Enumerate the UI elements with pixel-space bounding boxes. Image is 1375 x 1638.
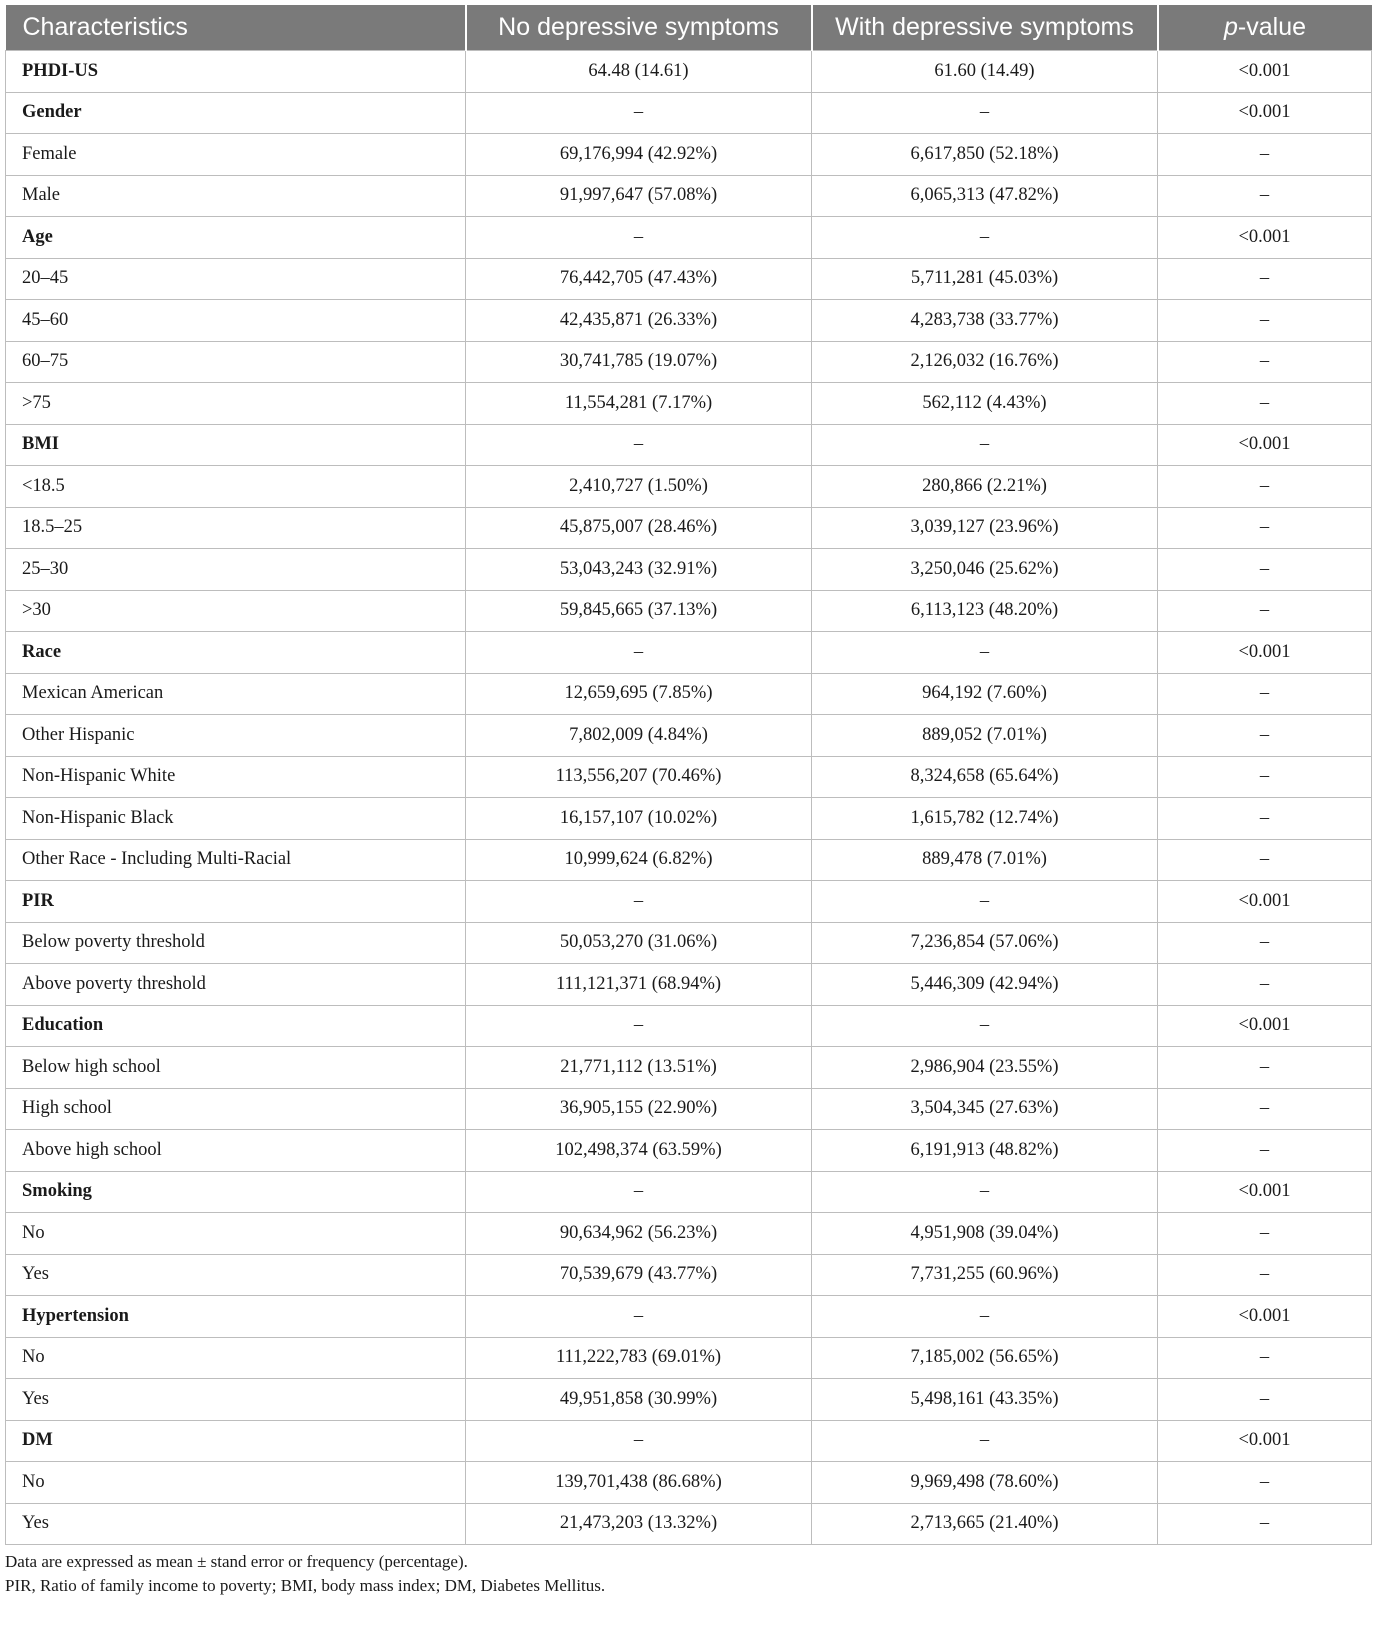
table-row <box>6 1420 1372 1462</box>
cell-no-depressive: 70,539,679 (43.77%) <box>466 1254 812 1296</box>
cell-with-depressive: 2,126,032 (16.76%) <box>812 341 1158 383</box>
table-row <box>6 1171 1372 1213</box>
row-label: Above high school <box>6 1130 466 1172</box>
cell-no-depressive: 49,951,858 (30.99%) <box>466 1379 812 1421</box>
table-row <box>6 715 1372 757</box>
table-row <box>6 134 1372 176</box>
cell-no-depressive: 21,771,112 (13.51%) <box>466 1047 812 1089</box>
row-label: No <box>6 1462 466 1504</box>
cell-no-depressive: – <box>466 1005 812 1047</box>
cell-p-value: – <box>1158 1337 1372 1379</box>
row-label: Non-Hispanic White <box>6 756 466 798</box>
cell-no-depressive: 45,875,007 (28.46%) <box>466 507 812 549</box>
row-label: 20–45 <box>6 258 466 300</box>
cell-p-value: – <box>1158 964 1372 1006</box>
row-label: No <box>6 1337 466 1379</box>
cell-with-depressive: – <box>812 1171 1158 1213</box>
row-label: Yes <box>6 1254 466 1296</box>
cell-with-depressive: – <box>812 881 1158 923</box>
cell-with-depressive: 964,192 (7.60%) <box>812 673 1158 715</box>
cell-no-depressive: 2,410,727 (1.50%) <box>466 466 812 508</box>
cell-no-depressive: 139,701,438 (86.68%) <box>466 1462 812 1504</box>
cell-no-depressive: 36,905,155 (22.90%) <box>466 1088 812 1130</box>
table-row <box>6 632 1372 674</box>
cell-no-depressive: – <box>466 1420 812 1462</box>
row-label: >30 <box>6 590 466 632</box>
cell-p-value: <0.001 <box>1158 424 1372 466</box>
cell-p-value: – <box>1158 756 1372 798</box>
cell-p-value: <0.001 <box>1158 1420 1372 1462</box>
row-label: Male <box>6 175 466 217</box>
cell-with-depressive: 6,113,123 (48.20%) <box>812 590 1158 632</box>
table-row <box>6 549 1372 591</box>
row-label: Mexican American <box>6 673 466 715</box>
table-row <box>6 300 1372 342</box>
cell-with-depressive: 3,250,046 (25.62%) <box>812 549 1158 591</box>
table-row <box>6 590 1372 632</box>
cell-no-depressive: 91,997,647 (57.08%) <box>466 175 812 217</box>
table-row <box>6 507 1372 549</box>
cell-p-value: – <box>1158 1213 1372 1255</box>
cell-p-value: <0.001 <box>1158 92 1372 134</box>
cell-with-depressive: 5,711,281 (45.03%) <box>812 258 1158 300</box>
cell-with-depressive: 5,446,309 (42.94%) <box>812 964 1158 1006</box>
row-label: Smoking <box>6 1171 466 1213</box>
header-with-depressive: With depressive symptoms <box>812 5 1158 51</box>
cell-no-depressive: 53,043,243 (32.91%) <box>466 549 812 591</box>
cell-p-value: – <box>1158 1379 1372 1421</box>
row-label: PHDI-US <box>6 51 466 93</box>
table-row <box>6 1254 1372 1296</box>
cell-no-depressive: – <box>466 1171 812 1213</box>
table-row <box>6 1130 1372 1172</box>
row-label: Hypertension <box>6 1296 466 1338</box>
cell-with-depressive: – <box>812 632 1158 674</box>
cell-with-depressive: 280,866 (2.21%) <box>812 466 1158 508</box>
cell-with-depressive: 3,039,127 (23.96%) <box>812 507 1158 549</box>
table-row <box>6 258 1372 300</box>
cell-with-depressive: – <box>812 1296 1158 1338</box>
table-row <box>6 1379 1372 1421</box>
table-row <box>6 1503 1372 1545</box>
cell-p-value: – <box>1158 1130 1372 1172</box>
cell-with-depressive: 889,478 (7.01%) <box>812 839 1158 881</box>
cell-p-value: – <box>1158 1254 1372 1296</box>
cell-no-depressive: 21,473,203 (13.32%) <box>466 1503 812 1545</box>
table-row <box>6 881 1372 923</box>
cell-with-depressive: 889,052 (7.01%) <box>812 715 1158 757</box>
cell-p-value: – <box>1158 839 1372 881</box>
cell-no-depressive: 10,999,624 (6.82%) <box>466 839 812 881</box>
row-label: Education <box>6 1005 466 1047</box>
cell-no-depressive: 42,435,871 (26.33%) <box>466 300 812 342</box>
cell-p-value: – <box>1158 1462 1372 1504</box>
header-p-italic: p <box>1224 13 1238 41</box>
footnote-1: Data are expressed as mean ± stand error or frequency (percentage). <box>5 1552 468 1571</box>
cell-with-depressive: 1,615,782 (12.74%) <box>812 798 1158 840</box>
cell-with-depressive: 9,969,498 (78.60%) <box>812 1462 1158 1504</box>
cell-no-depressive: – <box>466 217 812 259</box>
footnotes <box>5 1550 1371 1598</box>
table-row <box>6 424 1372 466</box>
cell-p-value: <0.001 <box>1158 632 1372 674</box>
table-row <box>6 922 1372 964</box>
table-row <box>6 466 1372 508</box>
cell-no-depressive: 111,222,783 (69.01%) <box>466 1337 812 1379</box>
cell-no-depressive: 11,554,281 (7.17%) <box>466 383 812 425</box>
cell-no-depressive: 69,176,994 (42.92%) <box>466 134 812 176</box>
row-label: Above poverty threshold <box>6 964 466 1006</box>
cell-p-value: <0.001 <box>1158 881 1372 923</box>
table-row <box>6 1213 1372 1255</box>
cell-with-depressive: 7,236,854 (57.06%) <box>812 922 1158 964</box>
row-label: <18.5 <box>6 466 466 508</box>
cell-p-value: <0.001 <box>1158 51 1372 93</box>
cell-p-value: – <box>1158 1088 1372 1130</box>
cell-p-value: – <box>1158 798 1372 840</box>
cell-p-value: <0.001 <box>1158 1296 1372 1338</box>
cell-no-depressive: 16,157,107 (10.02%) <box>466 798 812 840</box>
cell-with-depressive: 4,283,738 (33.77%) <box>812 300 1158 342</box>
cell-p-value: – <box>1158 1503 1372 1545</box>
table-row <box>6 839 1372 881</box>
cell-with-depressive: 2,713,665 (21.40%) <box>812 1503 1158 1545</box>
table-row <box>6 1296 1372 1338</box>
cell-no-depressive: 111,121,371 (68.94%) <box>466 964 812 1006</box>
row-label: Female <box>6 134 466 176</box>
cell-no-depressive: – <box>466 632 812 674</box>
table-row <box>6 217 1372 259</box>
cell-with-depressive: 61.60 (14.49) <box>812 51 1158 93</box>
row-label: 45–60 <box>6 300 466 342</box>
cell-p-value: – <box>1158 715 1372 757</box>
table-row <box>6 383 1372 425</box>
table-row <box>6 341 1372 383</box>
footnote-2: PIR, Ratio of family income to poverty; BMI, body mass index; DM, Diabetes Mellitus. <box>5 1576 606 1595</box>
cell-with-depressive: 4,951,908 (39.04%) <box>812 1213 1158 1255</box>
table-row <box>6 1005 1372 1047</box>
cell-with-depressive: – <box>812 1420 1158 1462</box>
cell-no-depressive: – <box>466 1296 812 1338</box>
table-row <box>6 964 1372 1006</box>
cell-p-value: – <box>1158 673 1372 715</box>
table-container <box>5 5 1371 1598</box>
row-label: Race <box>6 632 466 674</box>
table-row <box>6 798 1372 840</box>
header-no-depressive: No depressive symptoms <box>466 5 812 51</box>
row-label: BMI <box>6 424 466 466</box>
cell-p-value: – <box>1158 466 1372 508</box>
cell-with-depressive: 8,324,658 (65.64%) <box>812 756 1158 798</box>
cell-with-depressive: 7,731,255 (60.96%) <box>812 1254 1158 1296</box>
cell-no-depressive: 30,741,785 (19.07%) <box>466 341 812 383</box>
cell-with-depressive: 2,986,904 (23.55%) <box>812 1047 1158 1089</box>
header-p-suffix: -value <box>1237 13 1306 41</box>
row-label: 25–30 <box>6 549 466 591</box>
row-label: Below high school <box>6 1047 466 1089</box>
cell-p-value: – <box>1158 341 1372 383</box>
cell-with-depressive: 562,112 (4.43%) <box>812 383 1158 425</box>
header-p-value <box>1158 5 1372 51</box>
cell-p-value: – <box>1158 507 1372 549</box>
header-characteristics: Characteristics <box>6 5 466 51</box>
cell-no-depressive: 90,634,962 (56.23%) <box>466 1213 812 1255</box>
table-row <box>6 1047 1372 1089</box>
cell-p-value: – <box>1158 134 1372 176</box>
cell-no-depressive: – <box>466 881 812 923</box>
row-label: Yes <box>6 1503 466 1545</box>
table-row <box>6 673 1372 715</box>
row-label: Age <box>6 217 466 259</box>
cell-p-value: – <box>1158 175 1372 217</box>
cell-with-depressive: 3,504,345 (27.63%) <box>812 1088 1158 1130</box>
row-label: Yes <box>6 1379 466 1421</box>
cell-p-value: – <box>1158 258 1372 300</box>
row-label: 60–75 <box>6 341 466 383</box>
cell-p-value: – <box>1158 383 1372 425</box>
cell-with-depressive: – <box>812 217 1158 259</box>
row-label: 18.5–25 <box>6 507 466 549</box>
cell-no-depressive: 7,802,009 (4.84%) <box>466 715 812 757</box>
row-label: High school <box>6 1088 466 1130</box>
cell-p-value: – <box>1158 590 1372 632</box>
cell-p-value: – <box>1158 1047 1372 1089</box>
cell-no-depressive: 59,845,665 (37.13%) <box>466 590 812 632</box>
cell-with-depressive: – <box>812 1005 1158 1047</box>
table-row <box>6 756 1372 798</box>
row-label: Gender <box>6 92 466 134</box>
cell-with-depressive: – <box>812 424 1158 466</box>
table-row <box>6 1462 1372 1504</box>
row-label: Other Hispanic <box>6 715 466 757</box>
row-label: Other Race - Including Multi-Racial <box>6 839 466 881</box>
cell-no-depressive: 76,442,705 (47.43%) <box>466 258 812 300</box>
row-label: DM <box>6 1420 466 1462</box>
cell-with-depressive: 6,617,850 (52.18%) <box>812 134 1158 176</box>
cell-no-depressive: – <box>466 424 812 466</box>
row-label: >75 <box>6 383 466 425</box>
table-row <box>6 1337 1372 1379</box>
cell-no-depressive: 50,053,270 (31.06%) <box>466 922 812 964</box>
cell-p-value: – <box>1158 549 1372 591</box>
cell-with-depressive: – <box>812 92 1158 134</box>
table-row <box>6 51 1372 93</box>
cell-p-value: <0.001 <box>1158 1171 1372 1213</box>
row-label: Below poverty threshold <box>6 922 466 964</box>
table-body <box>6 51 1372 1545</box>
cell-p-value: <0.001 <box>1158 1005 1372 1047</box>
table-row <box>6 92 1372 134</box>
cell-with-depressive: 6,065,313 (47.82%) <box>812 175 1158 217</box>
cell-no-depressive: – <box>466 92 812 134</box>
table-row <box>6 1088 1372 1130</box>
cell-with-depressive: 5,498,161 (43.35%) <box>812 1379 1158 1421</box>
row-label: No <box>6 1213 466 1255</box>
cell-p-value: – <box>1158 300 1372 342</box>
cell-no-depressive: 64.48 (14.61) <box>466 51 812 93</box>
cell-with-depressive: 6,191,913 (48.82%) <box>812 1130 1158 1172</box>
table-row <box>6 175 1372 217</box>
characteristics-table <box>5 5 1372 1545</box>
cell-no-depressive: 12,659,695 (7.85%) <box>466 673 812 715</box>
row-label: PIR <box>6 881 466 923</box>
cell-p-value: – <box>1158 922 1372 964</box>
row-label: Non-Hispanic Black <box>6 798 466 840</box>
cell-no-depressive: 102,498,374 (63.59%) <box>466 1130 812 1172</box>
cell-no-depressive: 113,556,207 (70.46%) <box>466 756 812 798</box>
cell-with-depressive: 7,185,002 (56.65%) <box>812 1337 1158 1379</box>
table-header-row <box>6 5 1372 51</box>
cell-p-value: <0.001 <box>1158 217 1372 259</box>
